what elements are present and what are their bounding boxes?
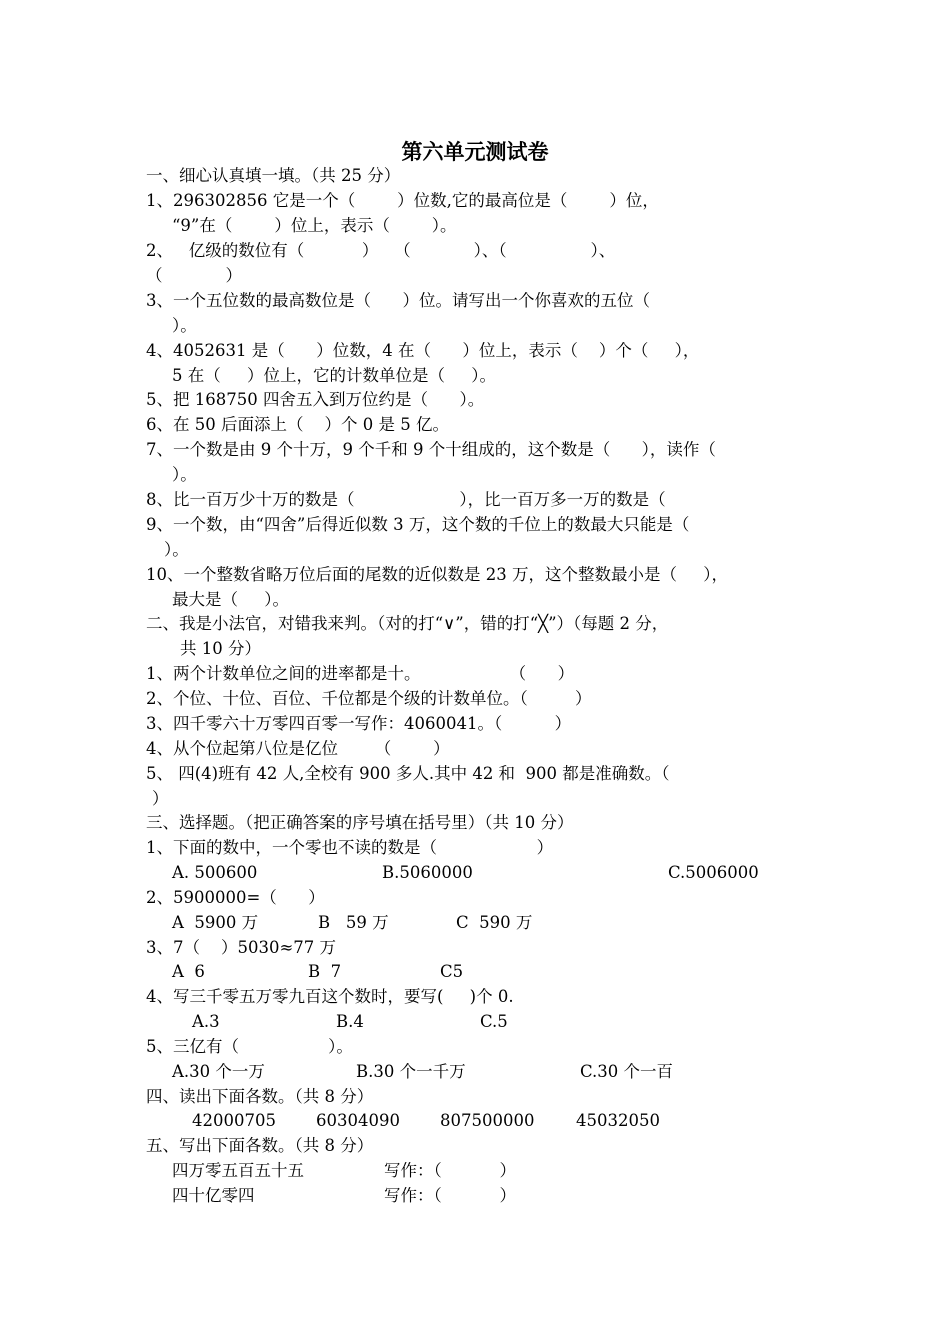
text-line: 2、5900000=（ ） xyxy=(146,888,325,907)
text-line: ）。 xyxy=(172,316,197,335)
text-line: 四万零五百五十五 xyxy=(172,1161,304,1180)
text-line: A 6 xyxy=(172,962,205,981)
text-line: 10、一个整数省略万位后面的尾数的近似数是 23 万，这个整数最小是（ ）， xyxy=(146,565,728,584)
text-line: 1、下面的数中，一个零也不读的数是（ ） xyxy=(146,838,554,857)
text-line: 最大是（ ）。 xyxy=(172,590,289,609)
text-line: 3、一个五位数的最高数位是（ ）位。请写出一个你喜欢的五位（ xyxy=(146,291,650,310)
text-line: 2、 亿级的数位有（ ） （ ）、（ ）、 xyxy=(146,241,616,260)
text-line: 三、选择题。（把正确答案的序号填在括号里）（共 10 分） xyxy=(146,813,574,832)
text-line: 二、我是小法官，对错我来判。（对的打“∨”，错的打“╳”）（每题 2 分， xyxy=(146,614,669,633)
text-line: 共 10 分） xyxy=(180,639,261,658)
text-line: 5、 四(4)班有 42 人,全校有 900 多人.其中 42 和 900 都是准确数。（ xyxy=(146,764,670,783)
page-title: 第六单元测试卷 xyxy=(401,139,549,164)
text-line: ）。 xyxy=(172,465,197,484)
text-line: ） xyxy=(152,789,169,808)
text-line: 5 在（ ）位上，它的计数单位是（ ）。 xyxy=(172,366,496,385)
text-line: 写作：（ ） xyxy=(384,1161,516,1180)
text-line: A.30 个一万 xyxy=(172,1062,265,1081)
text-line: B.5060000 xyxy=(382,863,473,882)
text-line: 1、296302856 它是一个（ ）位数,它的最高位是（ ）位， xyxy=(146,191,659,210)
text-line: 写作：（ ） xyxy=(384,1186,516,1205)
text-line: A 5900 万 xyxy=(172,913,259,932)
text-line: ）。 xyxy=(164,540,189,559)
text-line: B.30 个一千万 xyxy=(356,1062,466,1081)
text-line: 6、在 50 后面添上（ ）个 0 是 5 亿。 xyxy=(146,415,449,434)
text-line: 一、细心认真填一填。（共 25 分） xyxy=(146,166,401,185)
text-line: 4、从个位起第八位是亿位 （ ） xyxy=(146,739,450,758)
text-line: 60304090 xyxy=(316,1111,400,1130)
text-line: 2、个位、十位、百位、千位都是个级的计数单位。（ ） xyxy=(146,689,592,708)
text-line: B.4 xyxy=(336,1012,364,1031)
text-line: 4、4052631 是（ ）位数，4 在（ ）位上，表示（ ）个（ ）， xyxy=(146,341,700,360)
text-line: 四十亿零四 xyxy=(172,1186,255,1205)
text-line: B 59 万 xyxy=(318,913,389,932)
text-line: 7、一个数是由 9 个十万，9 个千和 9 个十组成的，这个数是（ ），读作（ xyxy=(146,440,716,459)
text-line: 42000705 xyxy=(192,1111,276,1130)
text-line: 3、四千零六十万零四百零一写作：4060041。（ ） xyxy=(146,714,572,733)
text-line: C.5006000 xyxy=(668,863,759,882)
text-line: 四、读出下面各数。（共 8 分） xyxy=(146,1087,374,1106)
text-line: （ ） xyxy=(146,266,242,285)
text-line: 8、比一百万少十万的数是（ ），比一百万多一万的数是（ xyxy=(146,490,666,509)
text-line: 1、两个计数单位之间的进率都是十。 （ ） xyxy=(146,664,575,683)
text-line: 5、把 168750 四舍五入到万位约是（ ）。 xyxy=(146,390,485,409)
text-line: 4、写三千零五万零九百这个数时，要写( )个 0. xyxy=(146,987,514,1006)
text-line: 807500000 xyxy=(440,1111,535,1130)
text-line: 45032050 xyxy=(576,1111,660,1130)
text-line: 五、写出下面各数。（共 8 分） xyxy=(146,1136,374,1155)
text-line: B 7 xyxy=(308,962,342,981)
text-line: A. 500600 xyxy=(172,863,258,882)
text-line: C.5 xyxy=(480,1012,508,1031)
text-line: 9、一个数，由“四舍”后得近似数 3 万，这个数的千位上的数最大只能是（ xyxy=(146,515,690,534)
text-line: 5、三亿有（ ）。 xyxy=(146,1037,353,1056)
text-line: “9”在（ ）位上，表示（ ）。 xyxy=(172,216,457,235)
text-line: 3、7（ ）5030≈77 万 xyxy=(146,938,337,957)
text-line: A.3 xyxy=(192,1012,220,1031)
text-line: C 590 万 xyxy=(456,913,533,932)
text-line: C5 xyxy=(440,962,464,981)
text-line: C.30 个一百 xyxy=(580,1062,674,1081)
